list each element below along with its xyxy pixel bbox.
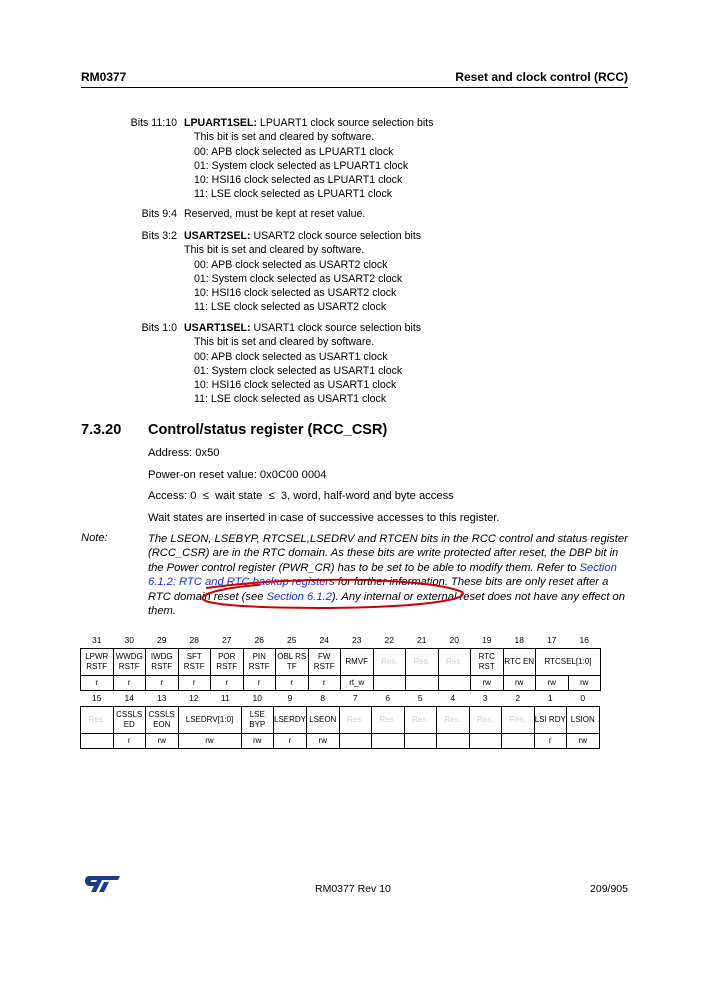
desc-line: 10: HSI16 clock selected as LPUART1 clock [194,174,403,187]
bit-number: 25 [287,635,297,645]
field-title: LPUART1 clock source selection bits [256,117,434,129]
bit-number: 29 [157,635,167,645]
access-type: rw [568,676,601,691]
bit-number: 13 [157,693,167,703]
bit-number: 2 [515,693,521,703]
access-type: r [146,676,179,691]
bit-number: 14 [124,693,134,703]
access-line: Access: 0 ≤ wait state ≤ 3, word, half-word and byte access [148,490,454,502]
bits-label: Bits 11:10 [130,117,177,129]
reserved-field: Res. [406,649,439,676]
register-field: POR RSTF [211,649,244,676]
note-label: Note: [81,532,108,544]
register-field: IWDG RSTF [146,649,179,676]
chapter-title: Reset and clock control (RCC) [455,70,628,84]
access-type: r [113,676,146,691]
access-type: rt_w [341,676,374,691]
wait-states-line: Wait states are inserted in case of successive accesses to this register. [148,512,500,524]
bit-number: 11 [220,693,230,703]
desc-line: 10: HSI16 clock selected as USART2 clock [194,287,397,300]
doc-id: RM0377 [81,70,127,84]
access-type [502,734,535,749]
reset-value-line: Power-on reset value: 0x0C00 0004 [148,469,327,481]
bit-number: 30 [124,635,134,645]
access-type: r [113,734,146,749]
bit-number: 19 [482,635,492,645]
desc-line: This bit is set and cleared by software. [194,336,375,349]
access-type: rw [503,676,536,691]
access-type: rw [307,734,340,749]
register-field: RTC EN [503,649,536,676]
address-line: Address: 0x50 [148,447,220,459]
access-type: r [308,676,341,691]
register-field: LSE BYP [241,707,274,734]
access-type [437,734,470,749]
access-type: rw [146,734,179,749]
reserved-field: Res. [404,707,437,734]
reserved-field: Res. [373,649,406,676]
field-name: USART1SEL: [184,322,251,334]
bit-number: 27 [222,635,232,645]
access-type [372,734,405,749]
desc-line: 01: System clock selected as USART2 clock [194,272,403,285]
reserved-field: Res. [438,649,471,676]
reserved-field: Res. [502,707,535,734]
bit-number: 31 [92,635,102,645]
bit-number: 4 [450,693,456,703]
bits-label: Bits 1:0 [141,322,177,334]
access-type: r [178,676,211,691]
access-type: r [81,676,114,691]
access-type [469,734,502,749]
access-row [81,676,601,691]
field-row [81,649,601,676]
register-field: OBL RS TF [276,649,309,676]
access-type [438,676,471,691]
note-text-part: The LSEON, LSEBYP, RTCSEL,LSEDRV and RTCEN bits in the RCC control and status register (RCC_CSR) are in the RTC domain. As these bits are write protected after reset, the DBP bit in the Power control register (PWR_CR) has to be set to be able to modify them. Refer to [148,533,628,574]
bit-number: 26 [254,635,264,645]
register-field: LSERDY [274,707,307,734]
section-number: 7.3.20 [81,422,122,438]
bits-body [184,116,433,202]
desc-line: 11: LSE clock selected as USART2 clock [194,301,387,314]
access-type: rw [241,734,274,749]
bit-number: 5 [417,693,423,703]
register-field: LSEON [307,707,340,734]
access-type: rw [471,676,504,691]
note-text-part: ). Any internal or external reset does not have any effect on them. [148,590,625,618]
field-name: USART2SEL: [184,230,251,242]
bit-number: 20 [449,635,459,645]
bits-body [184,229,421,315]
register-field: RMVF [341,649,374,676]
register-field: CSSLS ED [113,707,146,734]
register-field: FW RSTF [308,649,341,676]
section-title: Control/status register (RCC_CSR) [148,422,388,438]
field-title: USART1 clock source selection bits [250,322,422,334]
register-field: LPWR RSTF [81,649,114,676]
st-logo-icon [84,874,122,894]
access-type [404,734,437,749]
bits-reserved-text: Reserved, must be kept at reset value. [184,208,366,220]
section-6-1-2-short-link[interactable]: Section 6.1.2 [266,590,332,603]
desc-line: 10: HSI16 clock selected as USART1 clock [194,379,397,392]
bit-number-row [81,632,601,649]
desc-line: 00: APB clock selected as USART2 clock [194,258,388,271]
bits-label: Bits 3:2 [141,230,177,242]
register-table-lower [80,690,600,749]
access-type [373,676,406,691]
register-table-upper [80,632,601,691]
bits-label: Bits 9:4 [141,208,177,220]
access-type: r [211,676,244,691]
desc-line: This bit is set and cleared by software. [194,131,375,144]
access-type: r [274,734,307,749]
footer-doc-rev: RM0377 Rev 10 [315,883,391,895]
access-type [406,676,439,691]
access-type: r [276,676,309,691]
bit-number: 3 [482,693,488,703]
access-type: r [534,734,567,749]
desc-line: 00: APB clock selected as LPUART1 clock [194,145,394,158]
desc-line: 11: LSE clock selected as LPUART1 clock [194,188,393,201]
bit-number: 18 [514,635,524,645]
register-field: LSEDRV[1:0] [178,707,241,734]
reserved-field: Res. [437,707,470,734]
bit-number: 12 [189,693,199,703]
bit-number: 9 [287,693,293,703]
bit-number: 23 [352,635,362,645]
bit-number: 15 [92,693,102,703]
register-field: SFT RSTF [178,649,211,676]
bit-number: 1 [547,693,553,703]
desc-line: 01: System clock selected as LPUART1 clock [194,159,409,172]
reserved-field: Res. [372,707,405,734]
section-heading [81,422,387,438]
bit-number: 10 [252,693,262,703]
note-text-part: for further information. These bits are only reset after a RTC domain reset (see [148,576,609,603]
bit-number: 24 [319,635,329,645]
bit-number: 21 [417,635,427,645]
bit-number: 8 [320,693,326,703]
access-type: r [243,676,276,691]
field-title: USART2 clock source selection bits [250,230,422,242]
access-type: rw [536,676,569,691]
register-field: PIN RSTF [243,649,276,676]
field-name: LPUART1SEL: [184,117,257,129]
field-row [81,707,600,734]
reserved-field: Res. [339,707,372,734]
register-field: LSION [567,707,600,734]
bit-number: 0 [580,693,586,703]
bit-number: 22 [384,635,394,645]
access-type [339,734,372,749]
desc-line: This bit is set and cleared by software. [184,244,365,257]
desc-line: 00: APB clock selected as USART1 clock [194,350,388,363]
register-field: CSSLS EON [146,707,179,734]
register-field: RTC RST [471,649,504,676]
footer-page-number: 209/905 [590,883,628,895]
register-field: LSI RDY [534,707,567,734]
access-type: rw [178,734,241,749]
reserved-field: Res. [469,707,502,734]
bit-number: 6 [385,693,391,703]
bits-body [184,321,421,407]
bit-number: 7 [352,693,358,703]
desc-line: 11: LSE clock selected as USART1 clock [194,393,387,406]
reserved-field: Res. [81,707,114,734]
bit-number: 17 [547,635,557,645]
access-type: rw [567,734,600,749]
access-row [81,734,600,749]
bit-number: 16 [579,635,589,645]
register-field: WWDG RSTF [113,649,146,676]
section-6-1-2-link[interactable]: Section 6.1.2: RTC and RTC backup registers [148,561,617,589]
access-type [81,734,114,749]
desc-line: 01: System clock selected as USART1 clock [194,364,403,377]
register-field: RTCSEL[1:0] [536,649,601,676]
note-text [148,532,628,618]
bit-number: 28 [189,635,199,645]
header-rule [81,87,628,88]
bit-number-row [81,690,600,707]
